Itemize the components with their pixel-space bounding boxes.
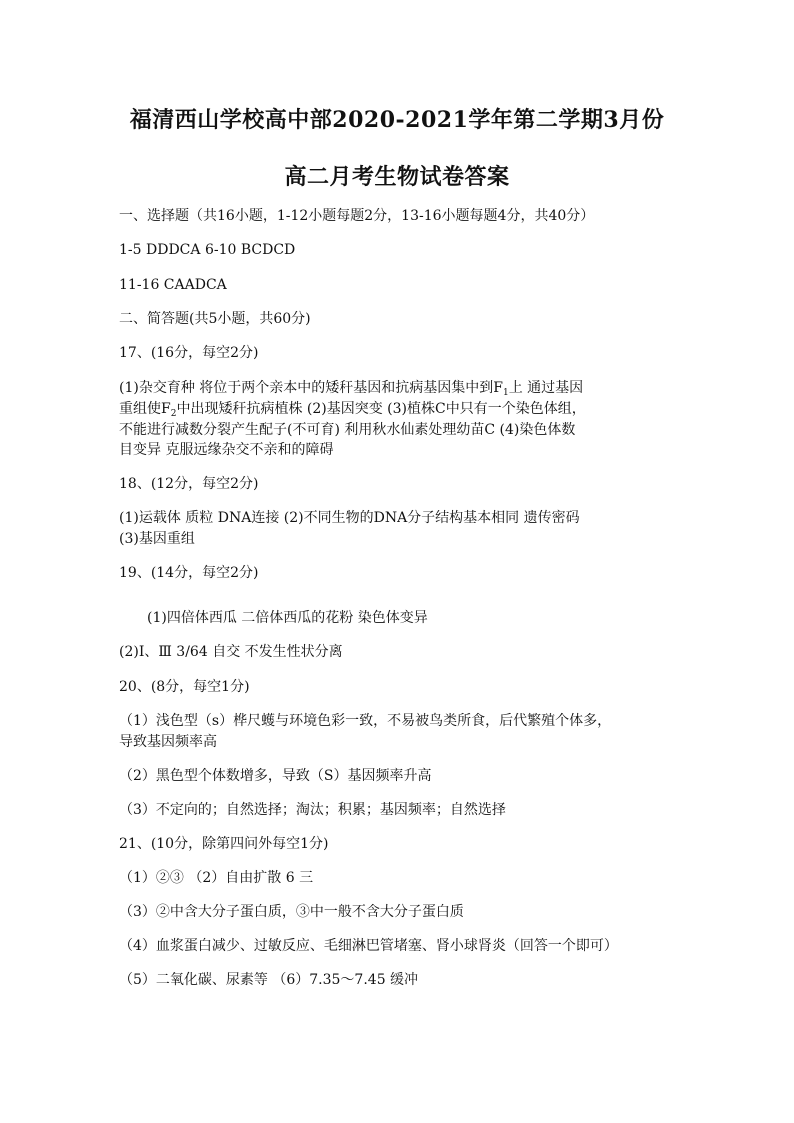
section-1-heading: 一、选择题（共16小题，1-12小题每题2分，13-16小题每题4分，共40分）: [119, 208, 595, 224]
section-2-heading: 二、简答题(共5小题，共60分): [119, 311, 311, 327]
answers-11-16: 11-16 CAADCA: [119, 277, 227, 293]
q18-header: 18、(12分，每空2分): [119, 476, 259, 492]
q17-line-2: [119, 400, 586, 423]
document-title-line-1: 福清西山学校高中部2020-2021学年第二学期3月份: [129, 107, 665, 133]
q17-line-2-text-a: 重组使F: [119, 401, 171, 417]
answers-1-10: 1-5 DDDCA 6-10 BCDCD: [119, 242, 296, 258]
q19-line-2: (2)Ⅰ、Ⅲ 3/64 自交 不发生性状分离: [119, 644, 343, 660]
q19-header: 19、(14分，每空2分): [119, 565, 259, 581]
q17-line-3: 不能进行减数分裂产生配子(不可育) 利用秋水仙素处理幼苗C (4)染色体数: [119, 422, 576, 438]
q18-line-2: (3)基因重组: [119, 531, 195, 547]
q20-header: 20、(8分，每空1分): [119, 679, 250, 695]
q20-line-2: 导致基因频率高: [119, 734, 217, 750]
q21-header: 21、(10分，除第四问外每空1分): [119, 836, 329, 852]
q19-line-1: (1)四倍体西瓜 二倍体西瓜的花粉 染色体变异: [147, 610, 428, 626]
q20-line-1: （1）浅色型（s）桦尺蠖与环境色彩一致，不易被鸟类所食，后代繁殖个体多，: [119, 713, 612, 729]
q17-line-4: 目变异 克服远缘杂交不亲和的障碍: [119, 442, 334, 458]
q21-line-3: （4）血浆蛋白减少、过敏反应、毛细淋巴管堵塞、肾小球肾炎（回答一个即可）: [119, 938, 618, 954]
q20-line-3: （2）黑色型个体数增多，导致（S）基因频率升高: [119, 768, 432, 784]
q21-line-1: （1）②③ （2）自由扩散 6 三: [119, 870, 314, 886]
q17-line-1-subscript: 1: [503, 388, 509, 398]
q17-line-2-text-b: 中出现矮秆抗病植株 (2)基因突变 (3)植株C中只有一个染色体组，: [176, 401, 586, 417]
q17-line-1: [119, 379, 583, 402]
q21-line-4: （5）二氧化碳、尿素等 （6）7.35～7.45 缓冲: [119, 972, 419, 988]
q21-line-2: （3）②中含大分子蛋白质，③中一般不含大分子蛋白质: [119, 904, 464, 920]
q17-line-2-subscript: 2: [170, 409, 177, 419]
q20-line-4: （3）不定向的；自然选择；淘汰；积累；基因频率；自然选择: [119, 802, 506, 818]
q17-line-1-text-b: 上 通过基因: [508, 380, 584, 396]
q17-line-1-text-a: (1)杂交育种 将位于两个亲本中的矮秆基因和抗病基因集中到F: [119, 380, 503, 396]
q18-line-1: (1)运载体 质粒 DNA连接 (2)不同生物的DNA分子结构基本相同 遗传密码: [119, 510, 580, 526]
q17-header: 17、(16分，每空2分): [119, 345, 259, 361]
document-title-line-2: 高二月考生物试卷答案: [284, 164, 510, 190]
